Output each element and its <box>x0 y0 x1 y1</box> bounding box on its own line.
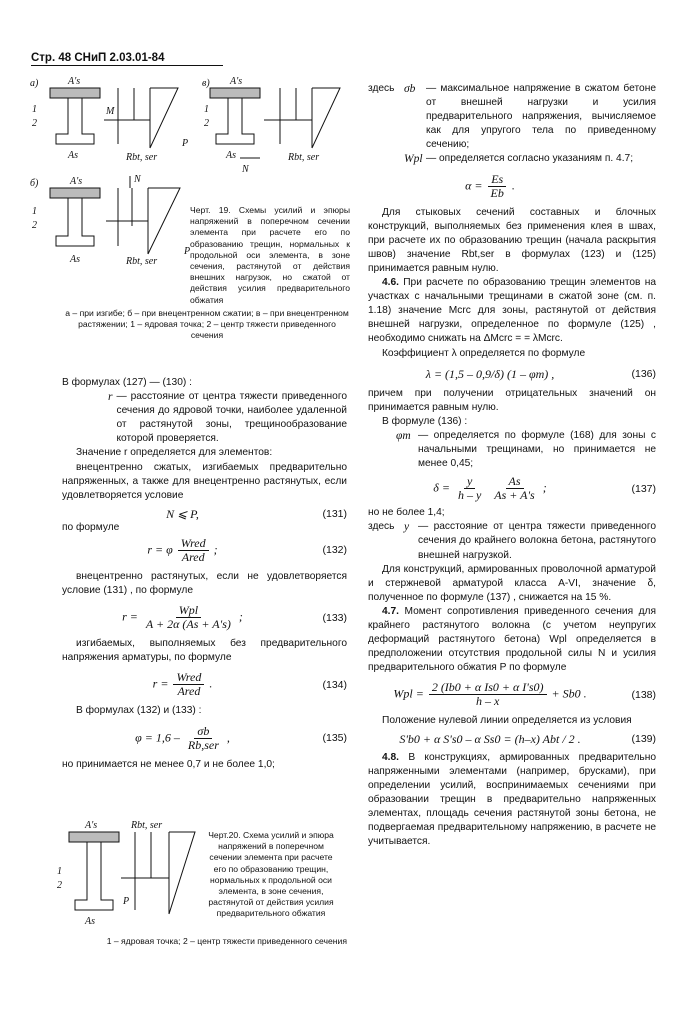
right-here: здесь <box>368 83 395 94</box>
formula-139: S'b0 + α S's0 – α Ss0 = (h–x) Abt / 2 . <box>399 732 581 747</box>
header-rule <box>31 65 223 66</box>
formula-133-number: (133) <box>322 611 347 624</box>
left-case3: изгибаемых, выполняемых без предварительного напряжения арматуры, по формуле <box>62 638 347 664</box>
fig19-caption-title: Черт. 19. Схемы усилий и эпюры напряжений в поперечном сечении элемента при расчете его по образованию трещин, нормальных к продольной оси элемента, в зоне сечения, растянутой от действия внешних нагрузок, но сжатой от действия усилия предварительного обжатия <box>190 205 350 305</box>
fig19-label-p-b: P <box>184 246 191 257</box>
fig19-caption-legend: а – при изгибе; б – при внецентренном сжатии; в – при внецентренном растяжении; 1 – ядровая точка; 2 – центр тяжести приведенного сечения <box>65 308 349 341</box>
right-sigma-symbol: σb <box>404 83 416 95</box>
fig19-label-a: а) <box>30 78 39 89</box>
fig19-label-1-b: 1 <box>32 206 37 217</box>
section-4-8-number: 4.8. <box>382 751 399 763</box>
right-neutral: Положение нулевой линии определяется из условия <box>382 715 632 727</box>
fig19-label-p-a: P <box>182 138 189 149</box>
section-4-7-number: 4.7. <box>382 605 399 617</box>
formula-138: Wpl = $\frac{\text{2 (Ib0 + α Is0 + α I's0)}}{h - x}$ + Sb0 . <box>393 680 587 709</box>
right-limit137: но не более 1,4; <box>368 507 445 519</box>
fig19-label-as-prime-v: A's <box>230 76 243 87</box>
fig20-caption-title: Черт.20. Схема усилий и эпюра напряжений в поперечном сечении элемента при расчете его по образованию трещин, нормальных к продольной оси элемента, в зоне сечения, растянутой от действия усилия предварительного обжатия <box>208 830 334 919</box>
fig19-label-as-a: As <box>68 150 78 161</box>
left-limit: но принимается не менее 0,7 и не более 1,0; <box>62 758 275 770</box>
fig20-label-p: P <box>123 896 130 907</box>
right-phim-symbol: φm <box>396 429 411 442</box>
fig19-label-as-b: As <box>70 254 80 265</box>
left-intro2: В формулах (132) и (133) : <box>76 705 202 717</box>
fig19-label-as-prime-b: A's <box>70 176 83 187</box>
formula-137: δ = $\frac{y}{h - y}$ $\frac{As}{As + A's}$ ; <box>433 474 547 503</box>
fig20-label-rbt: Rbt, ser <box>131 820 163 831</box>
formula-131-number: (131) <box>322 507 347 520</box>
fig19-label-1-a: 1 <box>32 104 37 115</box>
formula-135: φ = 1,6 – $\frac{\sigma b}{\text{Rb,ser}}$ , <box>135 723 230 752</box>
formula-137-number: (137) <box>631 482 656 495</box>
section-4-6-text: При расчете по образованию трещин элементов на участках с начальными трещинами в сжатой зоне (см. п. 1.18) значение Mcrc для зоны, растянутой от действия внешней нагрузки, определенное по формуле (125) , необходимо снижать на ΔMcrc = = λMcrc. <box>368 277 656 345</box>
right-y-def: — расстояние от центра тяжести приведенного сечения до крайнего волокна бетона, растянутого внешней нагрузкой. <box>418 521 656 561</box>
fig20-label-as: As <box>85 916 95 927</box>
left-r-value-line: Значение r определяется для элементов: <box>76 447 273 459</box>
fig19-label-2-b: 2 <box>32 220 37 231</box>
formula-139-number: (139) <box>631 733 656 746</box>
fig19-label-rbt-v: Rbt, ser <box>288 152 320 163</box>
fig20-caption-legend: 1 – ядровая точка; 2 – центр тяжести приведенного сечения <box>106 936 347 946</box>
right-wire: Для конструкций, армированных проволочной арматурой и стержневой арматурой класса А-VI, значение δ, полученное по формуле (137) , снижается на 15 %. <box>368 563 656 603</box>
figure-20 <box>55 818 200 930</box>
formula-135-number: (135) <box>322 731 347 744</box>
formula-136-number: (136) <box>631 367 656 380</box>
fig19-label-rbt-a: Rbt, ser <box>126 152 158 163</box>
left-by-formula: по формуле <box>62 521 120 533</box>
left-r-symbol: r <box>108 391 113 404</box>
right-y-symbol: y <box>404 521 410 534</box>
fig19-label-v: в) <box>202 78 210 89</box>
section-4-8-text: В конструкциях, армированных предварительно напряженными элементами (например, брусками), при определении усилий, воспринимаемых сечениями при образовании трещин в предварительно напряженных элементах, площадь сечения растянутой зоны бетона, не подвергаемая предварительному напряжению, в расчете не учитывается. <box>368 751 656 848</box>
right-phim-def: — определяется по формуле (168) для зоны с начальными трещинами, но принимается не менее 0,45; <box>418 429 656 470</box>
right-in136: В формуле (136) : <box>382 415 468 427</box>
fig19-label-m: M <box>106 106 115 117</box>
fig20-label-as-prime: A's <box>85 820 98 831</box>
formula-136: λ = (1,5 – 0,9/δ) (1 – φm) , <box>425 366 555 381</box>
formula-132-number: (132) <box>322 544 347 557</box>
right-p136: причем при получении отрицательных значений он принимается равным нулю. <box>368 387 656 413</box>
fig19-label-n-b: N <box>134 174 141 185</box>
right-wpl-symbol: Wpl <box>404 153 423 166</box>
left-r-def: — расстояние от центра тяжести приведенного сечения до ядровой точки, наиболее удаленной от растянутой зоны, трещинообразование которой проверяется. <box>116 391 347 445</box>
right-sigma-def: — максимальное напряжение в сжатом бетоне от внешней нагрузки и усилия предварительного напряжения, вычисляемое как для упругого тела по приведенному сечению; <box>426 83 656 151</box>
formula-133: r = $\frac{\text{Wpl}}{A + 2\alpha (As + A's)}$ ; <box>122 603 243 632</box>
fig19-label-b: б) <box>30 178 39 189</box>
fig19-label-2-v: 2 <box>204 118 209 129</box>
fig20-label-2: 2 <box>57 880 62 891</box>
formula-134: r = $\frac{\text{Wred}}{\text{Ared}}$ . <box>152 670 213 699</box>
formula-134-number: (134) <box>322 678 347 691</box>
formula-alpha: α = $\frac{Es}{Eb}$ . <box>465 171 515 200</box>
fig19-label-as-v: As <box>226 150 236 161</box>
section-4-6-number: 4.6. <box>382 277 399 289</box>
left-intro: В формулах (127) — (130) : <box>62 377 192 388</box>
right-coef: Коэффициент λ определяется по формуле <box>382 347 586 359</box>
section-4-7-text: Момент сопротивления приведенного сечения для крайнего растянутого волокна (с учетом неупругих деформаций растянутого бетона) Wpl определяется в предположении отсутствия продольной силы N и усилия предварительного обжатия P по формуле <box>368 605 656 674</box>
left-case1: внецентренно сжатых, изгибаемых предварительно напряженных, а также для внецентренно растянутых, если удовлетворяется условие <box>62 461 347 501</box>
fig19-label-n-v: N <box>242 164 249 175</box>
fig19-label-2-a: 2 <box>32 118 37 129</box>
fig19-label-as-prime-a: A's <box>68 76 81 87</box>
fig19-label-1-v: 1 <box>204 104 209 115</box>
left-case2: внецентренно растянутых, если не удовлетворяется условие (131) , по формуле <box>62 571 347 597</box>
right-wpl-def: — определяется согласно указаниям п. 4.7; <box>426 153 634 165</box>
formula-138-number: (138) <box>631 688 656 701</box>
fig19-label-rbt-b: Rbt, ser <box>126 256 158 267</box>
formula-131: N ⩽ P, <box>166 506 199 521</box>
right-joints: Для стыковых сечений составных и блочных конструкций, выполняемых без применения клея в швах, при расчете их по образованию трещин (начала раскрытия швов) значение Rbt,ser в формулах (123) и (125) принимается равным нулю. <box>368 206 656 274</box>
formula-132: r = φ $\frac{\text{Wred}}{\text{Ared}}$ ; <box>147 536 218 565</box>
page-header: Стр. 48 СНиП 2.03.01-84 <box>31 52 165 64</box>
right-here2: здесь <box>368 521 395 533</box>
fig20-label-1: 1 <box>57 866 62 877</box>
